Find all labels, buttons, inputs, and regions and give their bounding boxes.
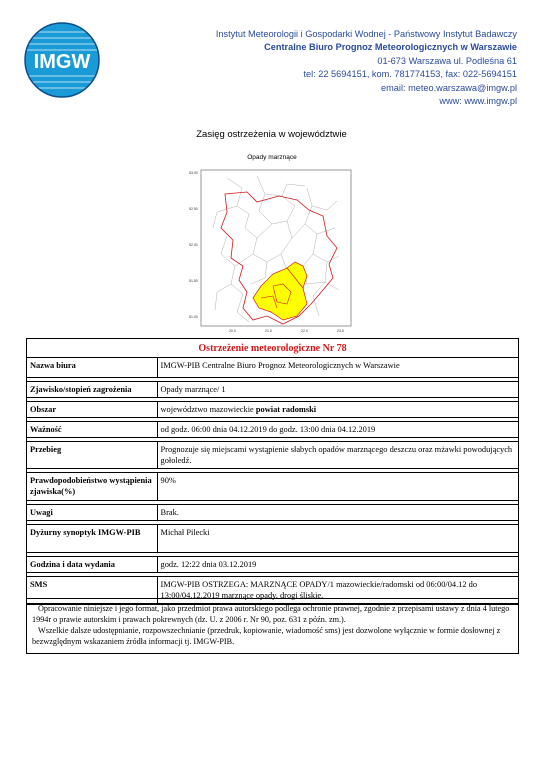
row-key: Ważność [27, 421, 157, 437]
warning-map [187, 154, 357, 339]
y-tick: 52.50 [189, 207, 198, 211]
institute-name: Instytut Meteorologii i Gospodarki Wodnej - Państwowy Instytut Badawczy [215, 29, 517, 39]
row-value: IMGW-PIB Centralne Biuro Prognoz Meteorologicznych w Warszawie [157, 358, 518, 377]
row-key: Prawdopodobieństwo wystąpienia zjawiska(%) [27, 472, 157, 500]
imgw-logo [24, 22, 100, 98]
row-value: Prognozuje się miejscami wystąpienie słabych opadów marznącego deszczu oraz mżawki powodujących gołoledź. [157, 441, 518, 468]
row-value: od godz. 06:00 dnia 04.12.2019 do godz. 13:00 dnia 04.12.2019 [157, 421, 518, 437]
row-key: Przebieg [27, 441, 157, 468]
warning-title: Ostrzeżenie meteorologiczne Nr 78 [27, 339, 518, 358]
office-address: 01-673 Warszawa ul. Podleśna 61 [377, 55, 517, 66]
row-key: Dyżurny synoptyk IMGW-PIB [27, 524, 157, 552]
row-key: Obszar [27, 401, 157, 417]
table-row [27, 556, 518, 572]
y-tick: 51.50 [189, 279, 198, 283]
x-tick: 20.0 [229, 329, 236, 333]
row-value: Michał Pilecki [157, 524, 518, 552]
table-row [27, 472, 518, 500]
row-key: SMS [27, 576, 157, 603]
row-key: Godzina i data wydania [27, 556, 157, 572]
copyright-notice [26, 598, 519, 654]
institute-header [187, 28, 517, 108]
row-value: Opady marznące/ 1 [157, 381, 518, 397]
table-row [27, 504, 518, 520]
range-title: Zasięg ostrzeżenia w województwie [196, 129, 347, 140]
distribution-paragraph: Wszelkie dalsze udostępnianie, rozpowszechnianie (przedruk, kopiowanie, wiadomość sms) jest dozwolone wyłącznie w formie dosłownej z bezwzględnym wskazaniem źródła informacji tj. IMGW-PIB. [32, 626, 501, 646]
x-tick: 23.0 [337, 329, 344, 333]
office-email: email: meteo.warszawa@imgw.pl [381, 82, 517, 93]
office-website: www: www.imgw.pl [439, 96, 517, 107]
y-tick: 51.00 [189, 315, 198, 319]
row-value: godz. 12:22 dnia 03.12.2019 [157, 556, 518, 572]
row-value: Brak. [157, 504, 518, 520]
table-row [27, 441, 518, 468]
x-tick: 21.0 [265, 329, 272, 333]
table-row [27, 401, 518, 417]
map-title: Opady marznące [247, 154, 297, 161]
logo-text: IMGW [33, 51, 91, 73]
row-value: IMGW-PIB OSTRZEGA: MARZNĄCE OPADY/1 mazowieckie/radomski od 06:00/04.12 do 13:00/04.12.2019 marznące opady, drogi śliskie. [157, 576, 518, 603]
table-row [27, 358, 518, 377]
y-tick: 53.00 [189, 171, 198, 175]
row-value [157, 401, 518, 417]
row-key: Nazwa biura [27, 358, 157, 377]
warning-box [26, 338, 519, 605]
office-phone: tel: 22 5694151, kom. 781774153, fax: 022-5694151 [303, 69, 517, 80]
office-name: Centralne Biuro Prognoz Meteorologicznych w Warszawie [264, 42, 517, 53]
table-row [27, 381, 518, 397]
area-county: powiat radomski [255, 404, 317, 414]
row-key: Zjawisko/stopień zagrożenia [27, 381, 157, 397]
table-row [27, 524, 518, 552]
y-tick: 52.00 [189, 243, 198, 247]
table-row [27, 421, 518, 437]
area-prefix: województwo mazowieckie [160, 404, 256, 414]
row-value: 90% [157, 472, 518, 500]
x-tick: 22.0 [301, 329, 308, 333]
warning-table [27, 358, 518, 604]
copyright-paragraph: Opracowanie niniejsze i jego format, jako przedmiot prawa autorskiego podlega ochronie prawnej, zgodnie z przepisami ustawy z dnia 4 lutego 1994r o prawie autorskim i prawach pokrewnych (dz. U. z 2006 r. Nr 90, poz. 631 z późn. zm.). [32, 604, 510, 624]
map-svg [187, 166, 357, 336]
row-key: Uwagi [27, 504, 157, 520]
